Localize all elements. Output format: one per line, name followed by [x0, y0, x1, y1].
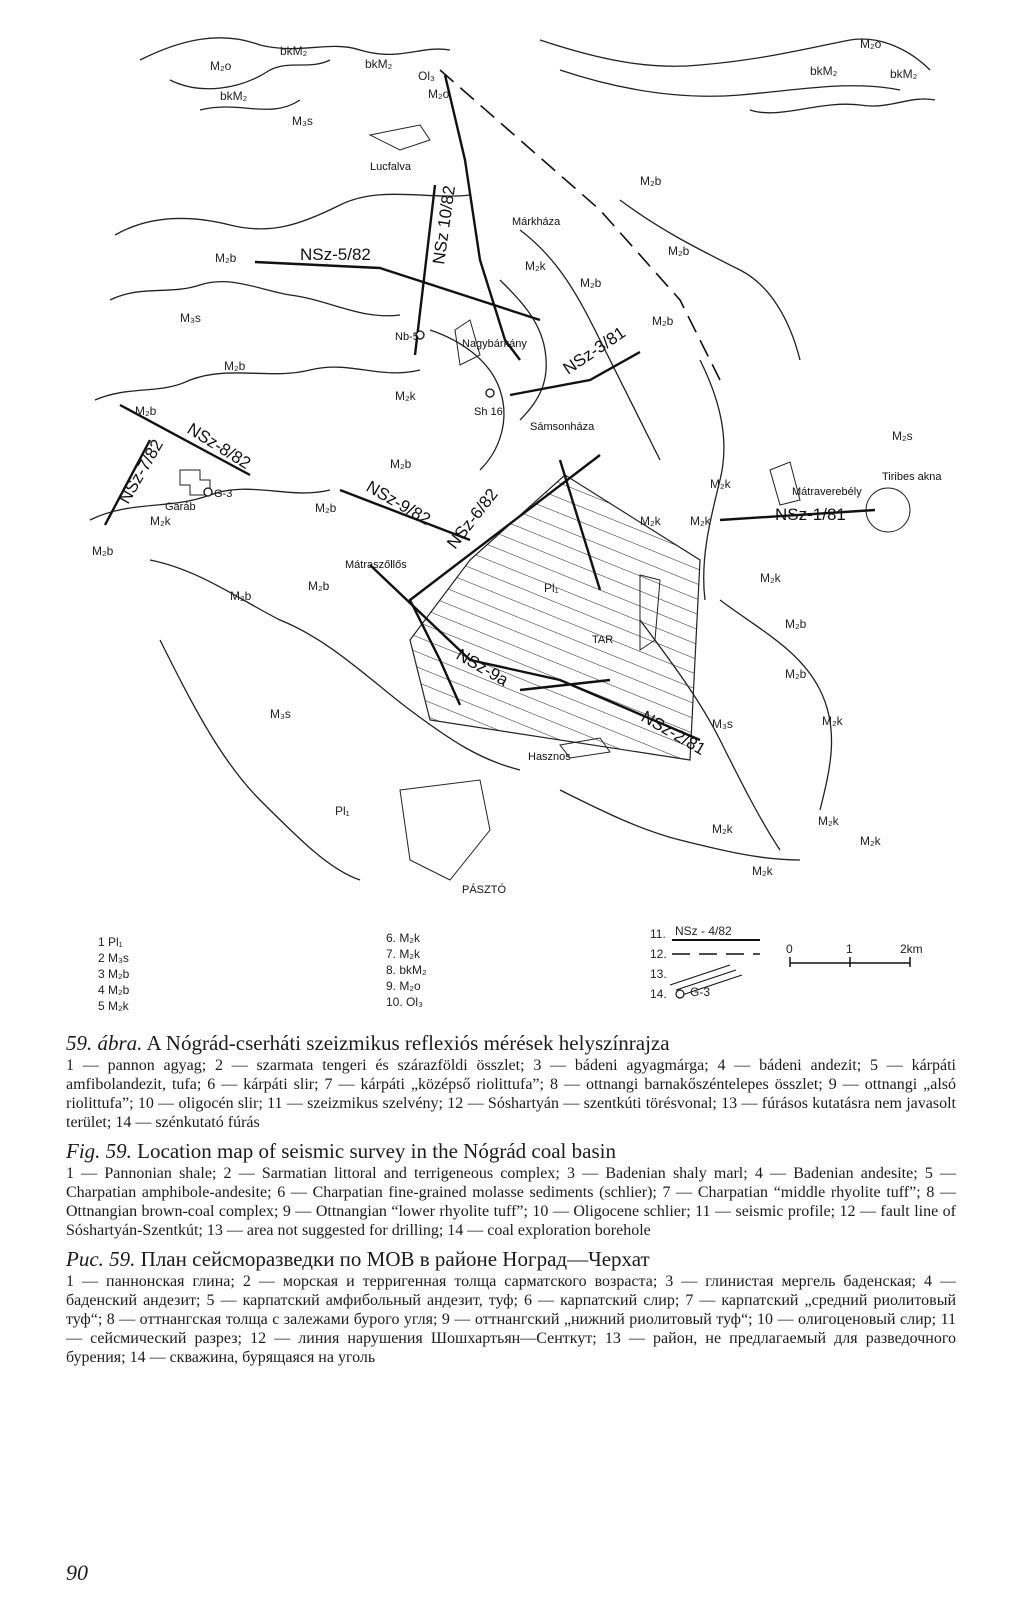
scale-zero: 0	[786, 942, 793, 956]
unit-label: M₂k	[395, 389, 416, 403]
place-nagybarkany: Nagybárkány	[462, 338, 527, 350]
place-sh-16: Sh 16	[474, 406, 503, 418]
legend-item-14: 14.	[650, 987, 667, 1001]
unit-label: M₂b	[668, 244, 690, 258]
profile-label-nsz-8-82: NSz-8/82	[183, 419, 255, 473]
legend-item-4: 4 M₂b	[98, 983, 130, 997]
legend-borehole-sample: G-3	[690, 985, 711, 999]
unit-label: M₂b	[230, 589, 252, 603]
place-garab: Garáb	[165, 501, 196, 513]
legend-item-13: 13.	[650, 967, 667, 981]
map-legend	[98, 924, 923, 1013]
unit-label: M₃s	[712, 717, 733, 731]
unit-label: M₂k	[752, 864, 773, 878]
unit-label: M₂b	[640, 174, 662, 188]
legend-profile-sample: NSz - 4/82	[675, 924, 732, 938]
unit-label: M₂b	[308, 579, 330, 593]
boreholes	[204, 331, 494, 496]
unit-label: M₂k	[712, 822, 733, 836]
place-hasznos: Hasznos	[528, 751, 571, 763]
unit-label: M₂k	[640, 514, 661, 528]
unit-label: M₂k	[822, 714, 843, 728]
caption-title-hu	[66, 1030, 956, 1056]
unit-label: M₂b	[92, 544, 114, 558]
place-matraverebely: Mátraverebély	[792, 486, 862, 498]
legend-item-3: 3 M₂b	[98, 967, 130, 981]
unit-label: M₂k	[150, 514, 171, 528]
unit-label: M₂s	[892, 429, 913, 443]
unit-label: M₂o	[210, 59, 232, 73]
legend-item-7: 7. M₂k	[386, 947, 420, 961]
unit-label: M₂k	[760, 571, 781, 585]
unit-label: M₂o	[428, 87, 450, 101]
unit-label: M₂k	[860, 834, 881, 848]
place-lucfalva: Lucfalva	[370, 161, 411, 173]
caption-body-ru: 1 — паннонская глина; 2 — морская и терригенная толща сарматского возраста; 3 — глинистая мергель баденская; 4 — баденский андезит; 5 — карпатский амфибольный андезит, туф; 6 — карпатский слир; 7 — карпатский „средний риолитовый туф“; 8 — оттнангская толща с залежами бурого угля; 9 — оттнангский „нижний риолитовый туф“; 10 — олигоценовый слир; 11 — сейсмический разрез; 12 — линия нарушения Шошхартьян—Сенткут; 13 — район, не предлагаемый для разведочного бурения; 14 — скважина, бурящаяся на уголь	[66, 1273, 956, 1366]
unit-label: M₃s	[292, 114, 313, 128]
caption-title-text-hu: A Nógrád-cserháti szeizmikus reflexiós mérések helyszínrajza	[146, 1031, 670, 1055]
unit-label: M₂b	[785, 667, 807, 681]
place-markhaza: Márkháza	[512, 216, 561, 228]
caption-body-hu: 1 — pannon agyag; 2 — szarmata tengeri és szárazföldi összlet; 3 — bádeni agyagmárga; 4 — bádeni andezit; 5 — kárpáti amfibolandezit, tufa; 6 — kárpáti slir; 7 — kárpáti „középső riolittufa”; 8 — ottnangi barnakőszéntelepes összlet; 9 — ottnangi „alsó riolittufa”; 10 — oligocén slir; 11 — szeizmikus szelvény; 12 — Sóshartyán — szentkúti törésvonal; 13 — fúrásos kutatásra nem javasolt terület; 14 — szénkutató fúrás	[66, 1057, 956, 1131]
legend-item-6: 6. M₂k	[386, 931, 420, 945]
unit-label: bkM₂	[220, 89, 248, 103]
caption-title-text-en: Location map of seismic survey in the Nógrád coal basin	[137, 1139, 616, 1163]
profile-label-nsz-6-82: NSz-6/82	[443, 484, 502, 553]
legend-item-11: 11.	[650, 927, 666, 941]
unit-label: M₂b	[224, 359, 246, 373]
unit-label: M₂k	[710, 477, 731, 491]
unit-label: M₃s	[270, 707, 291, 721]
profile-label-nsz-1-81: NSz-1/81	[775, 505, 846, 524]
profile-label-nsz-7-82: NSz-7/82	[115, 436, 167, 507]
unit-label: M₂k	[690, 514, 711, 528]
unit-label: M₃s	[180, 311, 201, 325]
legend-item-1: 1 Pl₁	[98, 935, 123, 949]
place-samsonhaza: Sámsonháza	[530, 421, 595, 433]
unit-label: bkM₂	[365, 57, 393, 71]
place-tiribes-akna: Tiribes akna	[882, 471, 942, 483]
place-nb-5: Nb-5	[395, 331, 419, 343]
unit-label: M₂b	[785, 617, 807, 631]
caption-fig-ru: Рис. 59.	[66, 1247, 136, 1271]
place-tar: TAR	[592, 634, 614, 646]
legend-item-9: 9. M₂o	[386, 979, 421, 993]
unit-label: M₂b	[390, 457, 412, 471]
caption-body-en: 1 — Pannonian shale; 2 — Sarmatian littoral and terrigeneous complex; 3 — Badenian shaly marl; 4 — Badenian andesite; 5 — Charpatian amphibole-andesite; 6 — Charpatian fine-grained molasse sediments (schlier); 7 — Charpatian “middle rhyolite tuff”; 8 — Ottnangian brown-coal complex; 9 — Ottnangian “lower rhyolite tuff”; 10 — Oligocene schlier; 11 — seismic profile; 12 — fault line of Sóshartyán-Szentkút; 13 — area not suggested for drilling; 14 — coal exploration borehole	[66, 1165, 956, 1239]
unit-label: M₂b	[652, 314, 674, 328]
scale-one: 1	[846, 942, 853, 956]
unit-label: M₂o	[860, 37, 882, 51]
unit-label: M₂b	[135, 404, 157, 418]
caption-title-en	[66, 1138, 956, 1164]
legend-item-2: 2 M₃s	[98, 951, 129, 965]
figure-captions	[66, 1030, 956, 1373]
caption-fig-hu: 59. ábra.	[66, 1031, 143, 1055]
caption-title-text-ru: План сейсморазведки по МОВ в районе Ноград—Черхат	[140, 1247, 650, 1271]
profile-label-nsz-2-81: NSz-2/81	[638, 707, 709, 759]
fault-line-soshartyan-szentkut	[440, 70, 720, 380]
unit-label: bkM₂	[890, 67, 918, 81]
profile-label-nsz-10-82: NSz 10/82	[429, 184, 460, 266]
legend-item-10: 10. Ol₃	[386, 995, 423, 1009]
unit-label: Ol₃	[418, 69, 435, 83]
place-matraszollos: Mátraszőllős	[345, 559, 407, 571]
caption-fig-en: Fig. 59.	[66, 1139, 132, 1163]
profile-label-nsz-9a: NSz-9a	[453, 645, 512, 690]
unit-label: bkM₂	[810, 64, 838, 78]
page-number: 90	[66, 1560, 88, 1585]
unit-label: Pl₁	[544, 581, 559, 595]
profile-label-nsz-9-82: NSz-9/82	[363, 477, 434, 529]
place-paszto: PÁSZTÓ	[462, 884, 507, 896]
place-g-3: G-3	[214, 488, 233, 500]
unit-label: bkM₂	[280, 44, 308, 58]
unit-label: M₂b	[580, 276, 602, 290]
geologic-boundaries	[90, 38, 935, 880]
unit-label: Pl₁	[335, 804, 350, 818]
profile-label-nsz-3-81: NSz-3/81	[559, 322, 629, 379]
legend-item-8: 8. bkM₂	[386, 963, 427, 977]
scale-end: 2km	[900, 942, 923, 956]
unit-label: M₂k	[818, 814, 839, 828]
unit-label: M₂k	[525, 259, 546, 273]
legend-item-12: 12.	[650, 947, 667, 961]
legend-item-5: 5 M₂k	[98, 999, 129, 1013]
unit-label: M₂b	[215, 251, 237, 265]
profile-label-nsz-5-82: NSz-5/82	[300, 245, 371, 264]
unit-label: M₂b	[315, 501, 337, 515]
caption-title-ru	[66, 1246, 956, 1272]
